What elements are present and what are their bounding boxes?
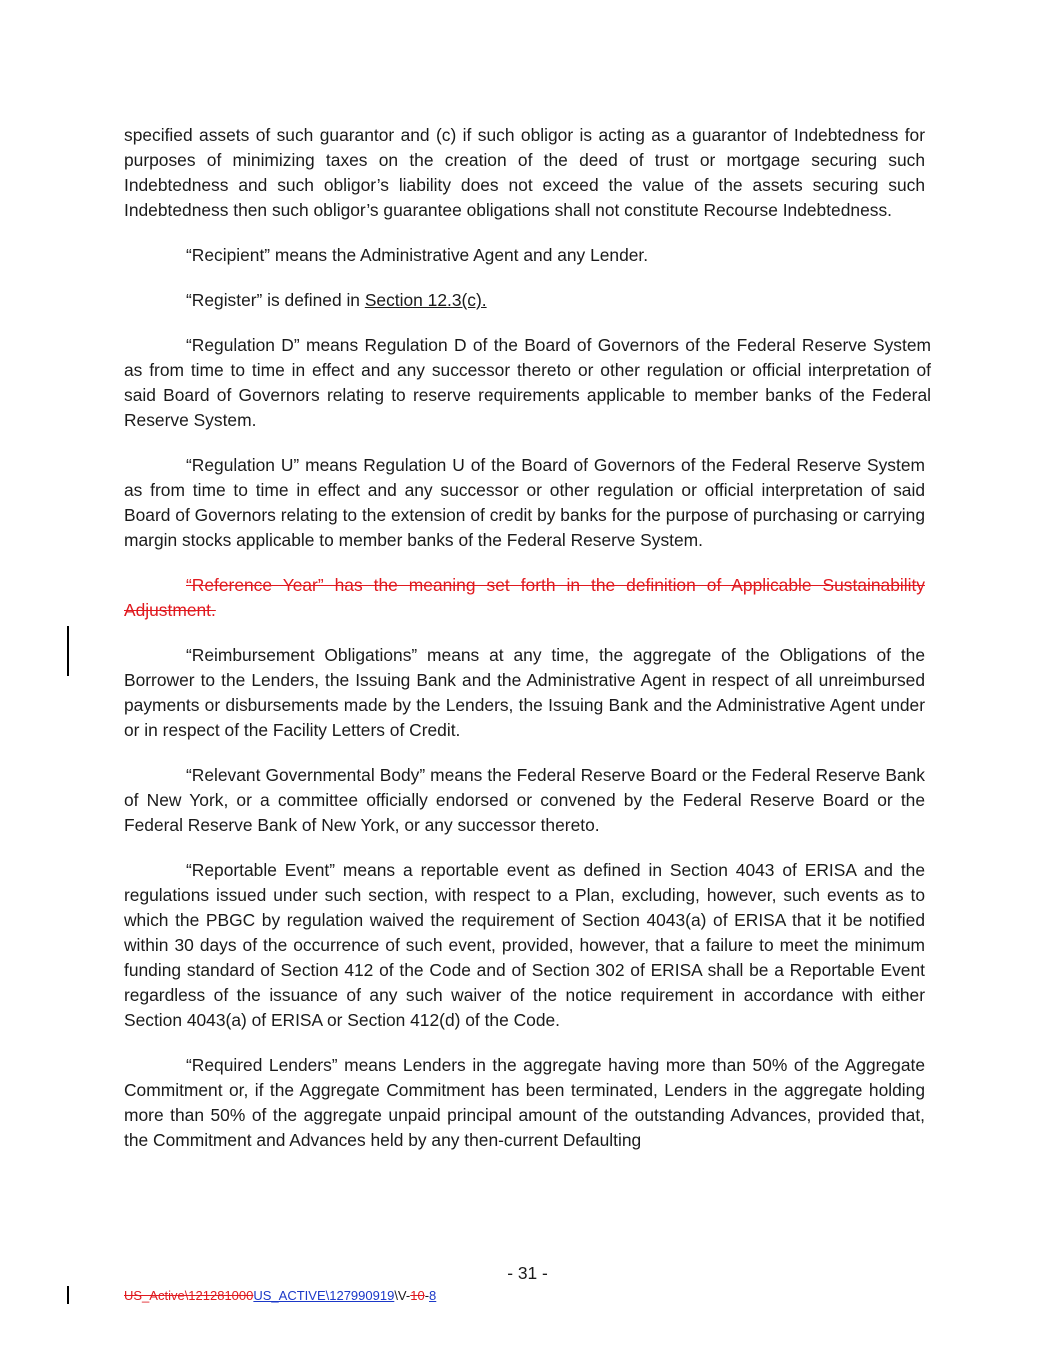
definition-required-lenders: “Required Lenders” means Lenders in the aggregate having more than 50% of the Aggregate Commitment or, if the Aggregate Commitment has been terminated, Lenders in the aggregate holding more than 50% of the aggregate unpaid principal amount of the outstanding Advances, provided that, the Commitment and Advances held by any then-current Defaulting: [124, 1055, 925, 1150]
change-bar-footer: [67, 1286, 69, 1304]
definition-relevant-governmental-body: “Relevant Governmental Body” means the Federal Reserve Board or the Federal Reserve Bank of New York, or a committee officially endorsed or convened by the Federal Reserve Board or the Federal Reserve Bank of New York, or any successor thereto.: [124, 765, 925, 835]
definition-regulation-u: “Regulation U” means Regulation U of the Board of Governors of the Federal Reserve System as from time to time in effect and any successor or other regulation or official interpretation of said Board of Governors relating to the extension of credit by banks for the purpose of purchasing or carrying margin stocks applicable to member banks of the Federal Reserve System.: [124, 455, 925, 550]
definition-regulation-d: “Regulation D” means Regulation D of the Board of Governors of the Federal Reserve System as from time to time in effect and any successor thereto or other regulation or official interpretation of said Board of Governors relating to reserve requirements applicable to member banks of the Federal Reserve System.: [124, 335, 931, 430]
document-footer-id: [124, 1288, 436, 1304]
footer-deleted-id: US_Active\121281000: [124, 1288, 254, 1303]
footer-dash: -: [424, 1288, 430, 1303]
paragraph-continuation: specified assets of such guarantor and (c) if such obligor is acting as a guarantor of Indebtedness for purposes of minimizing taxes on the creation of the deed of trust or mortgage securing such Indebtedness and such obligor’s liability does not exceed the value of the assets securing such Indebtedness then such obligor’s guarantee obligations shall not constitute Recourse Indebtedness.: [124, 125, 925, 220]
register-text: “Register” is defined in: [186, 290, 365, 310]
definition-reimbursement-obligations: “Reimbursement Obligations” means at any time, the aggregate of the Obligations of the Borrower to the Lenders, the Issuing Bank and the Administrative Agent in respect of all unreimbursed payments or disbursements made by the Lenders, the Issuing Bank and the Administrative Agent under or in respect of the Facility Letters of Credit.: [124, 645, 925, 740]
definition-reportable-event: “Reportable Event” means a reportable event as defined in Section 4043 of ERISA and the regulations issued under such section, with respect to a Plan, excluding, however, such events as to which the PBGC by regulation waived the requirement of Section 4043(a) of ERISA that it be notified within 30 days of the occurrence of such event, provided, however, that a failure to meet the minimum funding standard of Section 412 of the Code and of Section 302 of ERISA shall be a Reportable Event regardless of the issuance of any such waiver of the notice requirement in accordance with either Section 4043(a) of ERISA or Section 412(d) of the Code.: [124, 860, 925, 1030]
definition-recipient: “Recipient” means the Administrative Agent and any Lender.: [186, 245, 649, 265]
change-bar-deleted-definition: [67, 626, 69, 676]
register-section-reference: Section 12.3(c).: [364, 290, 487, 310]
page-number: - 31 -: [507, 1263, 548, 1283]
definition-reference-year-deleted: “Reference Year” has the meaning set forth in the definition of Applicable Sustainability Adjustment.: [124, 575, 925, 620]
definition-register: [124, 288, 925, 313]
footer-inserted-id: US_ACTIVE\127990919: [253, 1288, 395, 1303]
footer-separator: \V-: [394, 1288, 411, 1303]
document-body: [124, 123, 931, 1173]
footer-inserted-version: 8: [429, 1288, 437, 1303]
footer-deleted-version: 10: [410, 1288, 425, 1303]
